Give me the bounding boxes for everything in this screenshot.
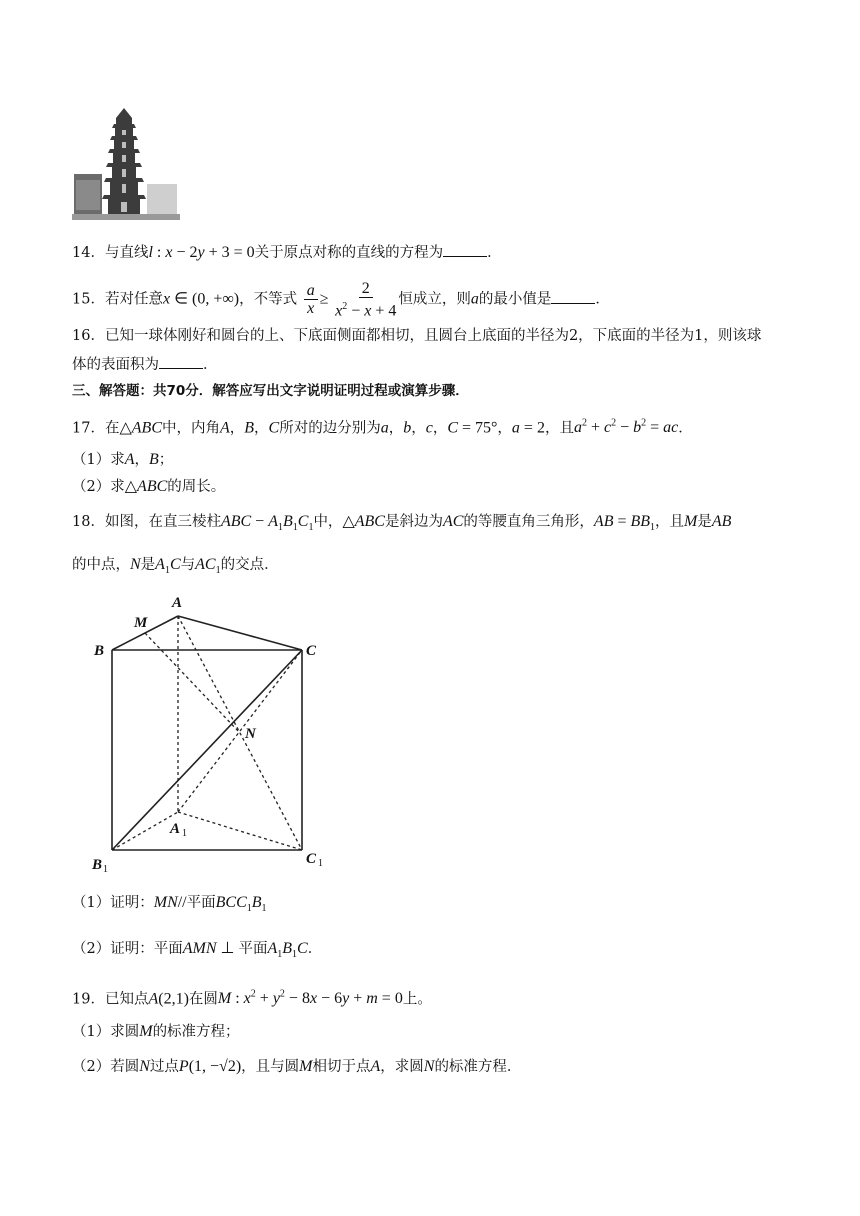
question-18-line1: 18．如图，在直三棱柱ABC − $A_1B_1C_1$中，△ABC是斜边为AC的等腰直角三角形，AB = $BB_1$，且M是AB [72,513,732,534]
answer-blank[interactable] [551,289,595,304]
label-c1-sub: 1 [318,858,323,869]
question-18-part2: （2）证明：平面AMN ⊥ 平面$A_1B_1C$． [72,940,323,961]
label-c1: C [306,851,317,867]
fraction-a-over-x: $\frac{a}{x}$ [304,282,318,317]
label-c: C [306,643,317,659]
label-m: M [134,615,148,631]
question-18-line2: 的中点，N是$A_1C$与$AC_1$的交点． [72,556,279,577]
label-n: N [245,726,256,742]
prism-figure [90,585,350,875]
label-b: B [94,643,105,659]
section-3-heading: 三、解答题：共70分．解答应写出文字说明证明过程或演算步骤． [72,383,469,399]
question-17-part2: （2）求△ABC的周长。 [72,478,226,495]
label-a1-sub: 1 [182,828,187,839]
fraction-2-over-quadratic: $\frac{2}{x^2 - x + 4}$ [335,280,397,320]
question-18-part1: （1）证明：MN//平面$BCC_1B_1$ [72,894,267,915]
label-b1-sub: 1 [103,864,108,875]
question-15: 15．若对任意x ∈ (0, +∞)，不等式 $\frac{a}{x}$ ≥ $\frac{2}{x^2 - x + 4}$ 恒成立，则a的最小值是 ． [72,280,610,320]
answer-blank[interactable] [159,354,203,369]
label-a1: A [170,821,181,837]
label-b1: B [92,857,103,873]
question-16-line1: 16．已知一球体刚好和圆台的上、下底面侧面都相切，且圆台上底面的半径为2，下底面的半径为1，则该球 [72,328,762,344]
question-19-part2: （2）若圆N过点P(1, −√2)，且与圆M相切于点A，求圆N的标准方程． [72,1058,522,1075]
question-16-line2: 体的表面积为 ． [72,354,218,375]
question-17: 17．在△ABC中，内角A，B，C所对的边分别为a，b，c，C = 75°，a = 2，且$a^2 + c^2 - b^2$ = ac． [72,418,693,437]
question-14: 14．与直线l : x − 2y + 3 = 0关于原点对称的直线的方程为 ． [72,244,502,261]
question-19: 19．已知点A(2,1)在圆M : $x^2 + y^2 - 8x - 6y + m = 0$上。 [72,989,432,1008]
pagoda-photo [72,104,182,220]
question-19-part1: （1）求圆M的标准方程； [72,1023,240,1040]
label-a: A [172,595,183,611]
answer-blank[interactable] [443,242,487,257]
question-17-part1: （1）求A，B； [72,451,174,468]
